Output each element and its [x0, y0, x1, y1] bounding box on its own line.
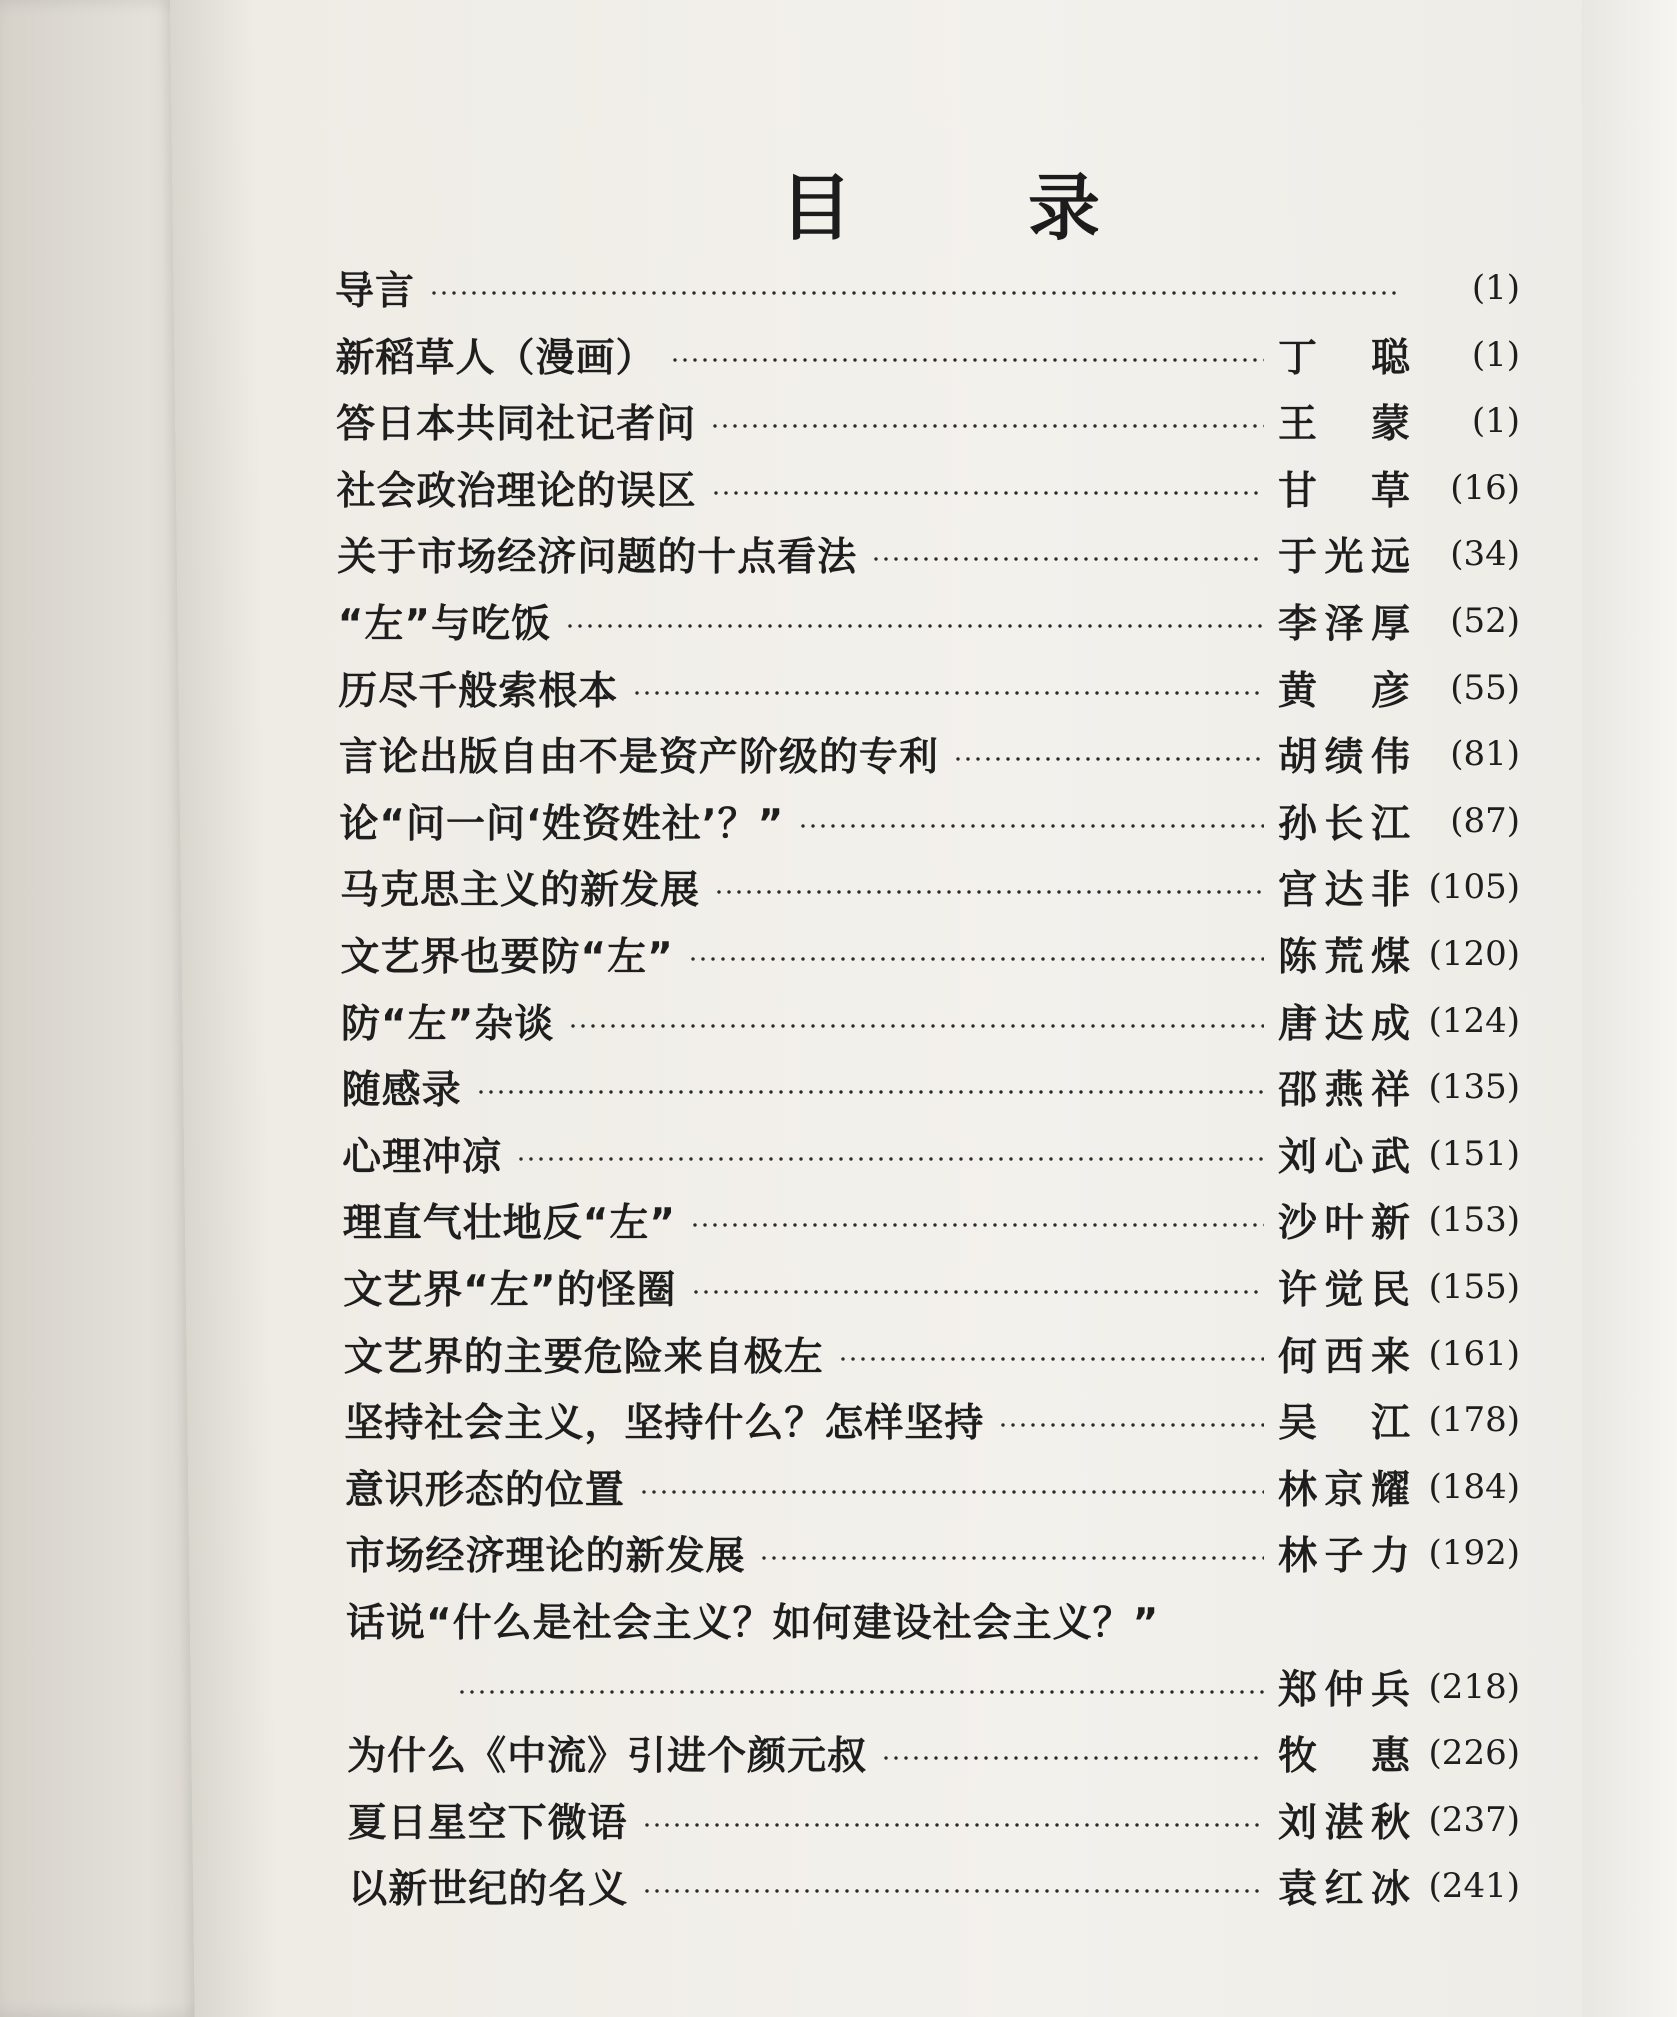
toc-entry	[338, 660, 1520, 716]
toc-entry	[336, 393, 1520, 449]
toc-entry-page: (161)	[1428, 1333, 1520, 1374]
toc-entry	[341, 993, 1520, 1049]
toc-entry-page: (1)	[1471, 334, 1520, 375]
toc-entry-page: (151)	[1428, 1133, 1520, 1174]
toc-entry	[342, 1059, 1520, 1115]
dot-leader	[691, 1290, 1264, 1294]
toc-entry-page: (241)	[1428, 1866, 1520, 1907]
toc-entry	[337, 460, 1520, 516]
toc-entry-author: 丁 聪	[1277, 335, 1410, 381]
dot-leader	[639, 1490, 1264, 1494]
toc-entry-author: 王 蒙	[1277, 402, 1410, 448]
page-title-char: 目	[780, 166, 853, 250]
table-of-contents	[335, 250, 1535, 1913]
toc-entry-page: (155)	[1428, 1267, 1520, 1307]
toc-entry-title: 理直气壮地反“左”	[342, 1201, 676, 1247]
toc-entry-page: (124)	[1428, 1000, 1520, 1041]
toc-entry-title: 导言	[335, 269, 416, 314]
toc-entry-page: (184)	[1428, 1466, 1520, 1507]
page-title	[780, 152, 1100, 252]
toc-entry-title: 夏日星空下微语	[347, 1800, 628, 1846]
toc-entry-page: (34)	[1450, 534, 1520, 575]
toc-entry-title: 答日本共同社记者问	[336, 402, 697, 448]
toc-entry-title: 社会政治理论的误区	[336, 468, 697, 514]
dot-leader	[871, 557, 1264, 561]
toc-entry	[345, 1525, 1520, 1581]
dot-leader	[759, 1556, 1264, 1560]
dot-leader	[429, 291, 1396, 295]
toc-entry-author: 刘湛秋	[1277, 1800, 1410, 1846]
dot-leader	[516, 1157, 1264, 1161]
dot-leader	[642, 1889, 1264, 1893]
dot-leader	[714, 890, 1264, 894]
dot-leader	[998, 1423, 1264, 1427]
toc-entry-author: 许觉民	[1278, 1268, 1410, 1313]
page-title-char: 录	[1027, 166, 1100, 250]
toc-entry-title: 文艺界的主要危险来自极左	[343, 1334, 824, 1380]
toc-entry-title: 言论出版自由不是资产阶级的专利	[338, 735, 939, 781]
toc-entry-page: (81)	[1450, 734, 1520, 775]
dot-leader	[688, 957, 1264, 961]
toc-entry-author: 李泽厚	[1278, 602, 1410, 647]
toc-entry-title: 防“左”杂谈	[341, 1001, 555, 1047]
dot-leader	[710, 424, 1264, 428]
toc-entry	[343, 1192, 1520, 1248]
toc-entry-page: (153)	[1428, 1200, 1520, 1241]
toc-entry	[342, 1126, 1520, 1182]
toc-entry-page: (55)	[1450, 667, 1520, 708]
toc-entry-author: 林子力	[1277, 1534, 1410, 1580]
dot-leader	[457, 1690, 1264, 1694]
toc-entry	[339, 726, 1520, 782]
toc-entry	[345, 1459, 1520, 1515]
toc-entry-author: 牧 惠	[1277, 1734, 1410, 1780]
dot-leader	[838, 1357, 1264, 1361]
dot-leader	[476, 1090, 1264, 1094]
toc-entry	[340, 859, 1520, 915]
toc-entry	[339, 793, 1520, 849]
toc-entry-author: 郑仲兵	[1277, 1667, 1410, 1713]
toc-entry-page: (135)	[1428, 1067, 1520, 1108]
toc-entry-title: 话说“什么是社会主义？如何建设社会主义？”	[346, 1601, 1160, 1646]
dot-leader	[670, 358, 1264, 362]
toc-entry-author: 唐达成	[1277, 1001, 1410, 1047]
toc-entry-author: 孙长江	[1277, 801, 1410, 847]
toc-entry-page: (120)	[1428, 934, 1520, 974]
dot-leader	[565, 624, 1264, 628]
toc-entry	[348, 1858, 1520, 1914]
toc-entry-title: “左”与吃饭	[337, 602, 552, 647]
toc-entry-page: (218)	[1428, 1666, 1520, 1707]
toc-entry-author: 于光远	[1277, 535, 1410, 581]
toc-entry	[348, 1792, 1520, 1848]
toc-entry	[341, 926, 1521, 982]
toc-entry-author: 宫达非	[1277, 868, 1410, 914]
toc-entry-title: 新稻草人（漫画）	[335, 335, 656, 381]
toc-entry-author: 林京耀	[1277, 1467, 1410, 1513]
toc-entry	[337, 526, 1520, 582]
toc-entry-author: 邵燕祥	[1277, 1068, 1410, 1114]
toc-entry-page: (16)	[1450, 467, 1520, 508]
toc-entry-author: 袁红冰	[1277, 1867, 1410, 1913]
toc-entry	[347, 1725, 1520, 1781]
toc-entry-title: 为什么《中流》引进个颜元叔	[347, 1734, 868, 1780]
toc-entry-title: 心理冲凉	[342, 1134, 503, 1180]
toc-entry-title: 文艺界“左”的怪圈	[343, 1268, 677, 1313]
toc-entry-page: (52)	[1450, 601, 1520, 641]
toc-entry-title: 历尽千般索根本	[338, 668, 619, 714]
toc-entry-author: 甘 草	[1277, 468, 1410, 514]
toc-entry	[335, 260, 1520, 316]
toc-entry	[338, 593, 1520, 649]
toc-entry	[347, 1659, 1520, 1715]
toc-entry-title: 以新世纪的名义	[348, 1867, 629, 1913]
toc-entry-title: 市场经济理论的新发展	[345, 1534, 746, 1580]
toc-entry-title: 坚持社会主义，坚持什么？怎样坚持	[344, 1401, 985, 1447]
dot-leader	[798, 824, 1264, 828]
toc-entry-page: (226)	[1428, 1733, 1520, 1774]
toc-entry-page: (105)	[1428, 867, 1520, 908]
toc-entry-page: (178)	[1428, 1400, 1520, 1441]
toc-entry-title: 随感录	[341, 1068, 462, 1114]
toc-entry-page: (1)	[1471, 268, 1520, 308]
dot-leader	[690, 1223, 1264, 1227]
toc-entry-page: (1)	[1471, 401, 1520, 442]
toc-entry-author: 陈荒煤	[1278, 935, 1410, 980]
toc-entry-page: (237)	[1428, 1799, 1520, 1840]
toc-entry	[344, 1392, 1520, 1448]
toc-entry-author: 吴 江	[1277, 1401, 1410, 1447]
toc-entry-title: 文艺界也要防“左”	[340, 935, 674, 980]
toc-entry	[346, 1592, 1520, 1648]
toc-entry-title: 关于市场经济问题的十点看法	[337, 535, 858, 581]
right-background	[1582, 0, 1677, 2017]
toc-entry-title: 马克思主义的新发展	[339, 868, 700, 914]
toc-entry-page: (87)	[1450, 800, 1520, 841]
dot-leader	[953, 757, 1264, 761]
dot-leader	[642, 1823, 1264, 1827]
dot-leader	[632, 691, 1264, 695]
dot-leader	[568, 1024, 1264, 1028]
toc-entry-author: 胡绩伟	[1277, 735, 1410, 781]
toc-entry-title: 意识形态的位置	[344, 1467, 625, 1513]
dot-leader	[881, 1756, 1264, 1760]
dot-leader	[711, 491, 1264, 495]
toc-entry	[344, 1326, 1520, 1382]
toc-entry-author: 何西来	[1277, 1334, 1410, 1380]
toc-entry-author: 刘心武	[1277, 1134, 1410, 1180]
toc-entry-title: 论“问一问‘姓资姓社’？”	[339, 801, 785, 847]
toc-entry	[343, 1259, 1520, 1315]
toc-entry	[336, 327, 1520, 383]
toc-entry-author: 黄 彦	[1277, 668, 1410, 714]
toc-entry-page: (192)	[1428, 1533, 1520, 1574]
toc-entry-author: 沙叶新	[1277, 1201, 1410, 1247]
